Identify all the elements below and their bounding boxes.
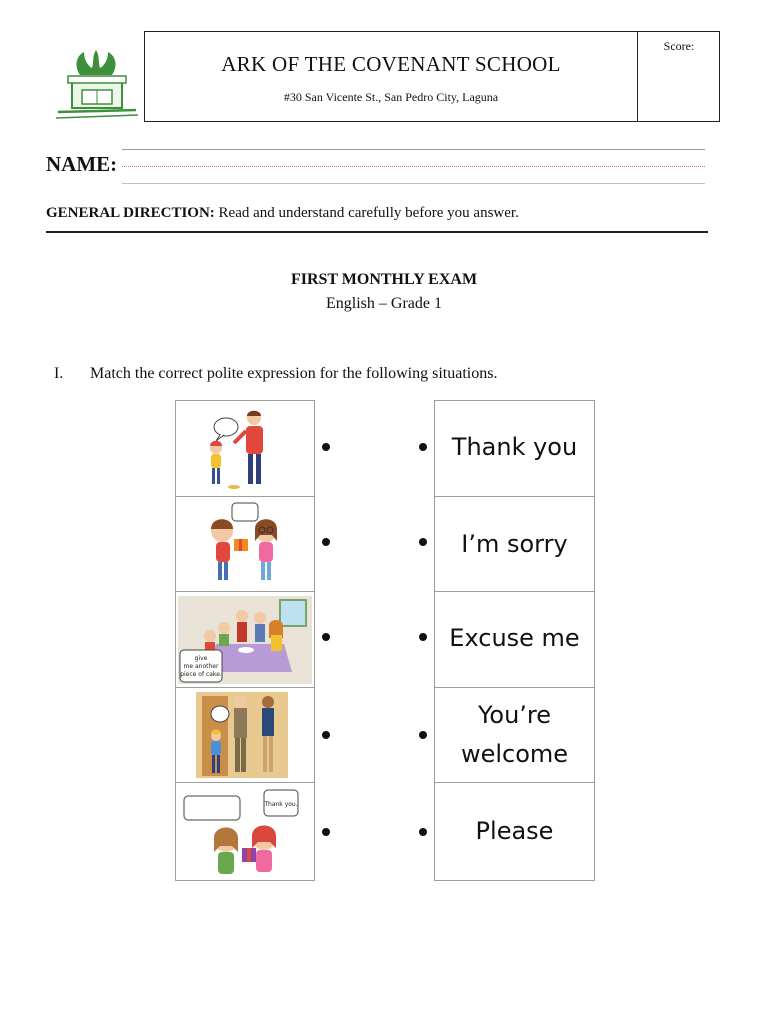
- expression-welcome: welcome: [460, 740, 569, 768]
- right-match-dot-2[interactable]: [419, 538, 427, 546]
- expression-thank-you: Thank you: [451, 433, 578, 461]
- left-match-dot-5[interactable]: [322, 828, 330, 836]
- expression-please: Please: [475, 817, 554, 845]
- right-match-dot-3[interactable]: [419, 633, 427, 641]
- exam-subtitle: English – Grade 1: [326, 295, 442, 312]
- general-direction: [46, 205, 519, 222]
- left-match-dot-4[interactable]: [322, 731, 330, 739]
- name-writing-line-middle[interactable]: [122, 166, 705, 167]
- child-dropped-item-picture-icon: [176, 403, 314, 493]
- dinner-caption-line1: give: [194, 655, 208, 662]
- right-match-dot-4[interactable]: [419, 731, 427, 739]
- family-dinner-picture-icon: [176, 594, 314, 686]
- expression-excuse-me: Excuse me: [449, 624, 580, 652]
- direction-rule: [46, 231, 708, 233]
- children-giving-gift-picture-icon: [176, 499, 314, 589]
- direction-label: GENERAL DIRECTION:: [46, 205, 215, 221]
- dinner-caption-line3: piece of cake.: [180, 671, 222, 678]
- left-match-dot-1[interactable]: [322, 443, 330, 451]
- expression-column: [434, 400, 595, 881]
- picture-cell-3: [176, 591, 314, 687]
- child-passing-adults-picture-icon: [176, 690, 314, 780]
- picture-cell-4: [176, 687, 314, 782]
- picture-cell-1: [176, 401, 314, 496]
- name-label: NAME:: [46, 152, 118, 176]
- girls-exchanging-gift-picture-icon: [176, 786, 314, 880]
- gift-caption: Thank you.: [264, 801, 298, 808]
- header-box: [144, 31, 720, 122]
- expression-cell-3: [435, 591, 594, 687]
- school-address: #30 San Vicente St., San Pedro City, Laguna: [283, 90, 499, 104]
- instruction-number: I.: [54, 365, 64, 382]
- right-match-dot-1[interactable]: [419, 443, 427, 451]
- picture-cell-5: [176, 782, 314, 882]
- dinner-caption-line2: me another: [183, 663, 219, 670]
- school-logo-icon: [50, 38, 142, 122]
- expression-cell-2: [435, 496, 594, 591]
- right-match-dot-5[interactable]: [419, 828, 427, 836]
- picture-column: [175, 400, 315, 881]
- direction-text: Read and understand carefully before you answer.: [214, 205, 519, 221]
- instruction-text: Match the correct polite expression for the following situations.: [90, 365, 498, 382]
- expression-cell-4: [435, 687, 594, 782]
- left-match-dot-3[interactable]: [322, 633, 330, 641]
- name-writing-line-bottom[interactable]: [122, 183, 705, 184]
- score-label: Score:: [663, 39, 695, 53]
- expression-cell-5: [435, 782, 594, 882]
- expression-im-sorry: I’m sorry: [461, 530, 568, 558]
- expression-cell-1: [435, 401, 594, 496]
- expression-youre: You’re: [477, 701, 552, 729]
- exam-title: FIRST MONTHLY EXAM: [290, 271, 478, 288]
- name-writing-line-top[interactable]: [122, 149, 705, 150]
- school-name: ARK OF THE COVENANT SCHOOL: [221, 52, 561, 76]
- left-match-dot-2[interactable]: [322, 538, 330, 546]
- picture-cell-2: [176, 496, 314, 591]
